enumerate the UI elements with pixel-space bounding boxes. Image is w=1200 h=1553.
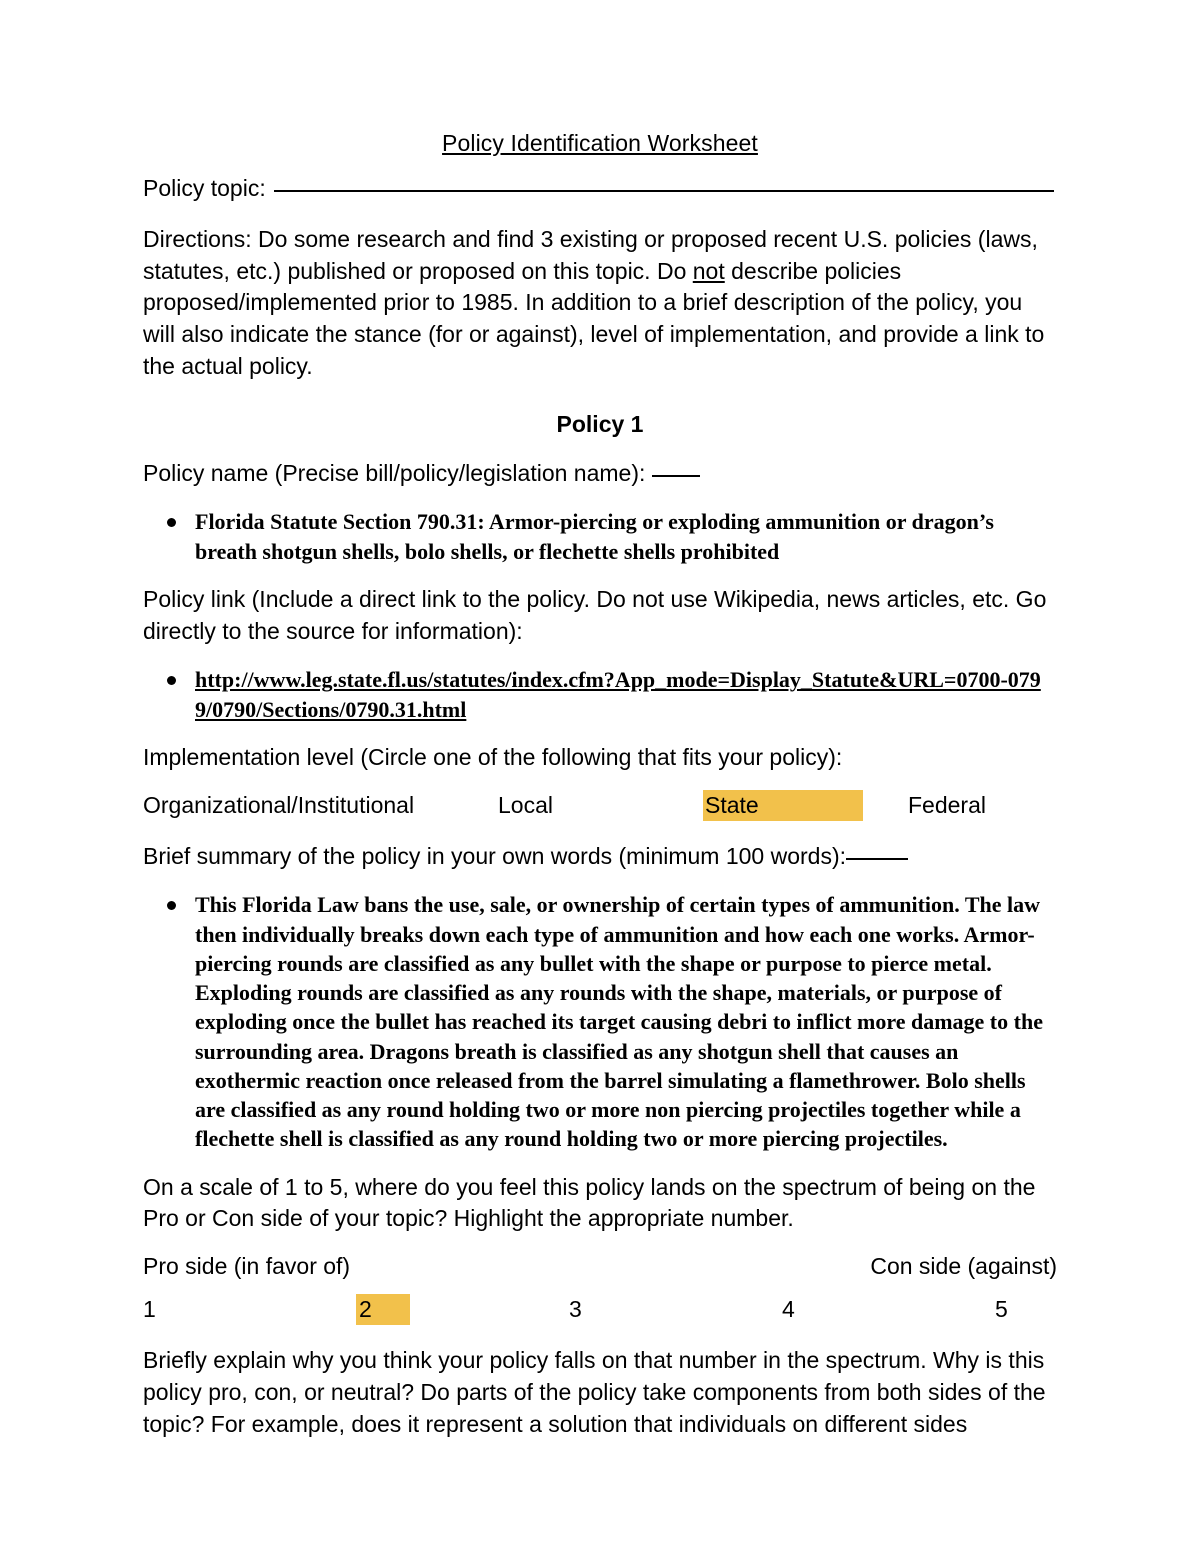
- policy-topic-line: [143, 175, 1057, 202]
- policy-name-label-text: Policy name (Precise bill/policy/legislation name):: [143, 459, 646, 486]
- scale-number-row: [143, 1296, 1057, 1323]
- scale-number-1[interactable]: 1: [143, 1296, 156, 1323]
- policy-name-value: Florida Statute Section 790.31: Armor-piercing or exploding ammunition or dragon’s breath shotgun shells, bolo shells, or flechette shells prohibited: [195, 507, 1057, 566]
- implementation-option-organizational[interactable]: Organizational/Institutional: [143, 791, 415, 818]
- implementation-level-label: Implementation level (Circle one of the following that fits your policy):: [143, 743, 843, 770]
- directions-text-part2: describe policies proposed/implemented prior to 1985. In addition to a brief description of the policy, you will also indicate the stance (for or against), level of implementation, and provide a link to the actual policy.: [143, 257, 1045, 379]
- implementation-option-state[interactable]: [703, 792, 908, 819]
- directions-text-part1: Directions: Do some research and find 3 existing or proposed recent U.S. policies (laws, statutes, etc.) published or proposed on this topic. Do: [143, 226, 1038, 284]
- policy-link-list: [143, 665, 1057, 724]
- implementation-option-state-highlight[interactable]: State: [703, 790, 863, 821]
- summary-label-text: Brief summary of the policy in your own words (minimum 100 words):: [143, 842, 847, 869]
- implementation-options-row: [143, 792, 1057, 819]
- scale-number-2[interactable]: [356, 1296, 569, 1323]
- page-title: Policy Identification Worksheet: [442, 130, 758, 156]
- implementation-option-federal[interactable]: Federal: [908, 791, 986, 818]
- explain-prompt: Briefly explain why you think your policy falls on that number in the spectrum. Why is this policy pro, con, or neutral? Do parts of the policy take components from both sides of the topic? For example, does it represent a solution that individuals on different sides: [143, 1347, 1046, 1437]
- scale-endpoint-labels: [143, 1253, 1057, 1280]
- policy-link-label: Policy link (Include a direct link to the policy. Do not use Wikipedia, news articles, etc. Go directly to the source for information):: [143, 585, 1047, 644]
- summary-list: [143, 890, 1057, 1153]
- policy-name-list: [143, 507, 1057, 566]
- directions-emphasis-not: not: [692, 257, 725, 284]
- scale-number-3[interactable]: 3: [569, 1296, 582, 1323]
- scale-number-2-highlight[interactable]: 2: [356, 1294, 410, 1325]
- scale-con-label: Con side (against): [870, 1253, 1057, 1280]
- summary-value: This Florida Law bans the use, sale, or ownership of certain types of ammunition. The law then individually breaks down each type of ammunition and how each one works. Armor-piercing rounds are classified as any bullet with the shape or purpose to pierce metal. Exploding rounds are classified as any rounds with the shape, materials, or purpose of exploding once the bullet has reached its target causing debri to inflict more damage to the surrounding area. Dragons breath is classified as any shotgun shell that causes an exothermic reaction once released from the barrel simulating a flamethrower. Bolo shells are classified as any round holding two or more non piercing projectiles together while a flechette shell is classified as any round holding two or more piercing projectiles.: [195, 890, 1057, 1153]
- summary-blank[interactable]: [846, 858, 908, 860]
- list-item[interactable]: [195, 665, 1057, 724]
- policy-name-blank[interactable]: [652, 475, 700, 477]
- scale-number-5[interactable]: 5: [995, 1296, 1008, 1323]
- scale-number-4[interactable]: 4: [782, 1296, 795, 1323]
- policy-topic-blank[interactable]: [274, 190, 1054, 192]
- scale-pro-label: Pro side (in favor of): [143, 1253, 351, 1280]
- policy-link-value[interactable]: http://www.leg.state.fl.us/statutes/index.cfm?App_mode=Display_Statute&URL=0700-0799/0790/Sections/0790.31.html: [195, 667, 1041, 722]
- policy-topic-label: Policy topic:: [143, 175, 266, 201]
- scale-question: On a scale of 1 to 5, where do you feel this policy lands on the spectrum of being on the Pro or Con side of your topic? Highlight the appropriate number.: [143, 1173, 1036, 1232]
- policy-name-label: [143, 458, 1057, 490]
- directions-paragraph: [143, 224, 1057, 383]
- implementation-option-local[interactable]: Local: [498, 791, 553, 818]
- policy-1-heading: Policy 1: [556, 410, 644, 437]
- summary-label: [143, 841, 1057, 873]
